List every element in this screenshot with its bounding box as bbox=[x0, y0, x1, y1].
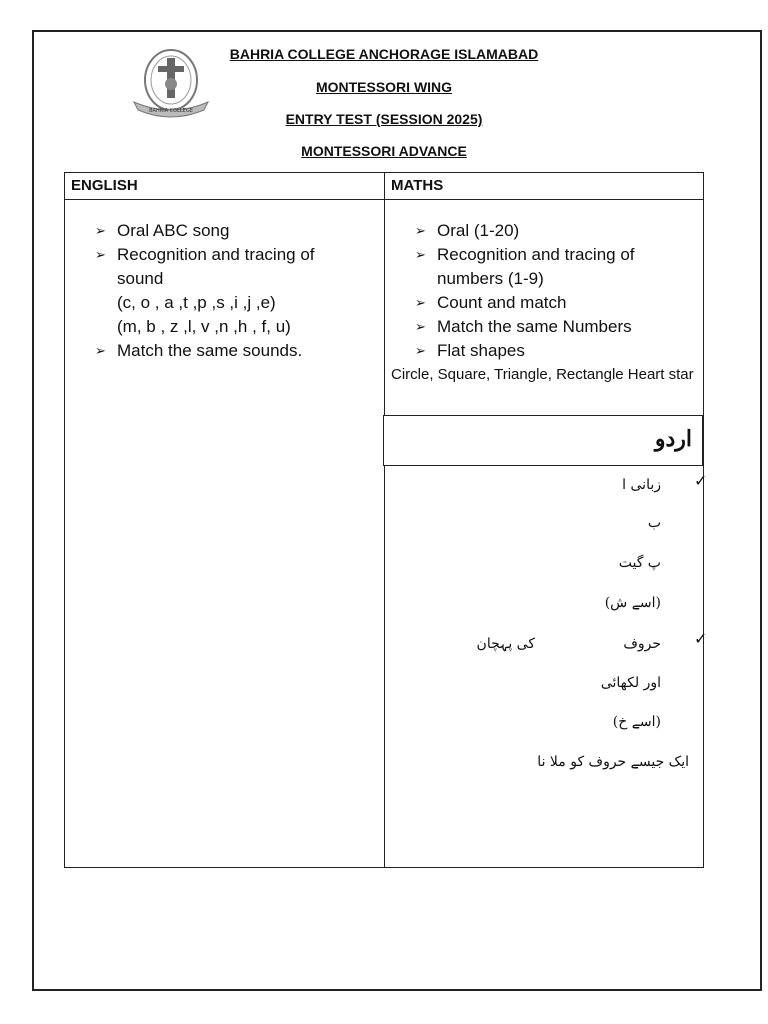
urdu-line-6: اور لکھائی bbox=[600, 675, 661, 691]
college-title: BAHRIA COLLEGE ANCHORAGE ISLAMABAD bbox=[229, 46, 539, 62]
list-item: (m, b , z ,l, v ,n ,h , f, u) bbox=[117, 317, 291, 336]
urdu-line-5b: کی پہچان bbox=[476, 636, 535, 652]
checkmark-icon: ✓ bbox=[694, 471, 708, 490]
list-item: ➢ Recognition and tracing of sound bbox=[95, 245, 315, 288]
arrow-bullet-icon: ➢ bbox=[415, 343, 426, 358]
arrow-bullet-icon: ➢ bbox=[415, 223, 426, 238]
wing-title: MONTESSORI WING bbox=[315, 79, 453, 95]
header-divider bbox=[65, 199, 703, 200]
urdu-line-8: ایک جیسے حروف کو ملا نا bbox=[537, 754, 689, 770]
checkmark-icon: ✓ bbox=[694, 629, 708, 648]
syllabus-table bbox=[64, 172, 708, 868]
urdu-line-5a: حروف bbox=[623, 636, 661, 652]
shapes-text: Circle, Square, Triangle, Rectangle Heart star bbox=[391, 366, 694, 383]
urdu-line-3: پ گیت bbox=[618, 555, 661, 571]
list-item: (c, o , a ,t ,p ,s ,i ,j ,e) bbox=[117, 293, 276, 312]
list-item: ➢ Match the same sounds. bbox=[95, 339, 365, 363]
arrow-bullet-icon: ➢ bbox=[95, 247, 106, 262]
urdu-line-2: ب bbox=[647, 515, 661, 531]
english-header: ENGLISH bbox=[71, 177, 138, 194]
arrow-bullet-icon: ➢ bbox=[95, 223, 106, 238]
list-item: ➢ Flat shapes bbox=[415, 339, 695, 363]
arrow-bullet-icon: ➢ bbox=[95, 343, 106, 358]
test-title: ENTRY TEST (SESSION 2025) bbox=[285, 111, 483, 127]
urdu-title: اردو bbox=[654, 426, 692, 452]
maths-list bbox=[415, 219, 695, 363]
urdu-line-7: (اسے خ) bbox=[612, 714, 661, 730]
arrow-bullet-icon: ➢ bbox=[415, 319, 426, 334]
column-divider bbox=[384, 173, 385, 867]
list-item: ➢ Match the same Numbers bbox=[415, 315, 695, 339]
arrow-bullet-icon: ➢ bbox=[415, 247, 426, 262]
maths-header: MATHS bbox=[391, 177, 444, 194]
english-list bbox=[95, 219, 365, 363]
list-item: ➢ Recognition and tracing of numbers (1-9) bbox=[415, 245, 635, 288]
urdu-line-1: زبانی ا bbox=[622, 477, 661, 493]
logo-text: BAHRIA COLLEGE bbox=[149, 108, 193, 114]
list-item: ➢ Oral (1-20) bbox=[415, 219, 695, 243]
urdu-header-box bbox=[383, 415, 703, 466]
list-item: ➢ Oral ABC song bbox=[95, 219, 365, 243]
level-title: MONTESSORI ADVANCE bbox=[301, 143, 467, 159]
urdu-line-4: (اسے ش) bbox=[604, 595, 661, 611]
list-item: ➢ Count and match bbox=[415, 291, 695, 315]
arrow-bullet-icon: ➢ bbox=[415, 295, 426, 310]
